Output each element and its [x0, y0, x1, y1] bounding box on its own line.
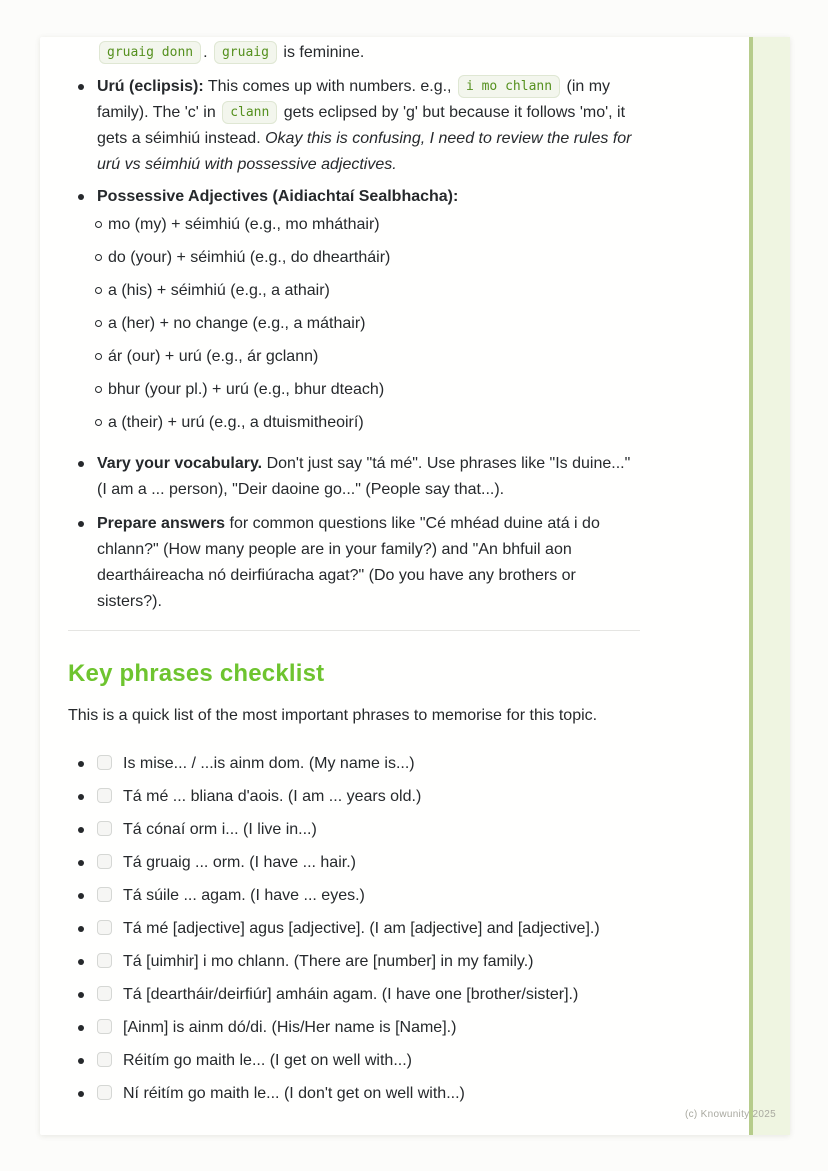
checklist-item [97, 1015, 640, 1041]
checklist-item-label: Tá gruaig ... orm. (I have ... hair.) [123, 854, 356, 871]
sub-item [108, 245, 640, 271]
notes-bullet-list [68, 74, 640, 615]
bullet-bold-lead: Vary your vocabulary. [97, 455, 263, 472]
section-title-key-phrases: Key phrases checklist [68, 660, 325, 687]
sub-item-text: a (his) + séimhiú (e.g., a athair) [108, 282, 330, 299]
sub-item-text: a (their) + urú (e.g., a dtuismitheoirí) [108, 414, 364, 431]
checklist-item-label: Réitím go maith le... (I get on well with...) [123, 1052, 412, 1069]
bullet-bold-lead: Urú (eclipsis): [97, 78, 204, 95]
checklist-item [97, 982, 640, 1008]
checklist-item [97, 751, 640, 777]
code-chip-gruaig-donn: gruaig donn [99, 41, 201, 64]
text-segment: is feminine. [278, 44, 365, 61]
checklist-item-label: Tá [deartháir/deirfiúr] amháin agam. (I have one [brother/sister].) [123, 986, 579, 1003]
bullet-bold-lead: Possessive Adjectives (Aidiachtaí Sealbhacha): [97, 188, 459, 205]
sub-item-text: a (her) + no change (e.g., a máthair) [108, 315, 366, 332]
checklist-item [97, 949, 640, 975]
code-chip-gruaig: gruaig [214, 41, 277, 64]
page-edge-stripe [749, 37, 790, 1135]
sub-item [108, 377, 640, 403]
checklist-item [97, 817, 640, 843]
possessive-sub-list [108, 212, 640, 436]
sub-item-text: mo (my) + séimhiú (e.g., mo mháthair) [108, 216, 380, 233]
checklist-item [97, 1081, 640, 1107]
bullet-prepare-answers [97, 511, 640, 615]
checklist-item-label: Tá súile ... agam. (I have ... eyes.) [123, 887, 365, 904]
text-segment: . [203, 44, 212, 61]
checkbox[interactable] [97, 821, 112, 836]
sub-item [108, 344, 640, 370]
checklist-item [97, 916, 640, 942]
checkbox[interactable] [97, 788, 112, 803]
bullet-possessive-adjectives [97, 184, 640, 436]
checkbox[interactable] [97, 986, 112, 1001]
checklist-item-label: Is mise... / ...is ainm dom. (My name is...) [123, 755, 415, 772]
checkbox[interactable] [97, 920, 112, 935]
checklist-item-label: [Ainm] is ainm dó/di. (His/Her name is [Name].) [123, 1019, 457, 1036]
text-segment: Don't just say "tá mé". Use phrases like "Is duine..." (I am a ... person), "Deir daoine go..." (People say that...). [97, 455, 631, 498]
checkbox[interactable] [97, 1019, 112, 1034]
bullet-uru-eclipsis [97, 74, 640, 178]
paragraph-continuation [68, 40, 640, 66]
checkbox[interactable] [97, 953, 112, 968]
sub-item [108, 311, 640, 337]
checklist-item [97, 883, 640, 909]
sub-item-text: do (your) + séimhiú (e.g., do dheartháir) [108, 249, 391, 266]
sub-item [108, 212, 640, 238]
bullet-bold-lead: Prepare answers [97, 515, 226, 532]
code-chip-clann: clann [222, 101, 277, 124]
checklist-item [97, 1048, 640, 1074]
checklist-intro: This is a quick list of the most important phrases to memorise for this topic. [68, 707, 598, 724]
key-phrases-checklist [68, 751, 640, 1107]
checkbox[interactable] [97, 755, 112, 770]
text-segment: This comes up with numbers. e.g., [203, 78, 456, 95]
bullet-vary-vocabulary [97, 451, 640, 503]
italic-note: Okay this is confusing, I need to review the rules for urú vs séimhiú with possessive adjectives. [97, 130, 632, 173]
code-chip-i-mo-chlann: i mo chlann [458, 75, 560, 98]
sub-item-text: bhur (your pl.) + urú (e.g., bhur dteach) [108, 381, 385, 398]
checklist-item [97, 784, 640, 810]
text-segment: (in my family). The 'c' in [97, 78, 611, 121]
checklist-item [97, 850, 640, 876]
checkbox[interactable] [97, 1052, 112, 1067]
checkbox[interactable] [97, 854, 112, 869]
sub-item [108, 410, 640, 436]
checklist-item-label: Ní réitím go maith le... (I don't get on well with...) [123, 1085, 465, 1102]
page-content [68, 37, 640, 1107]
checkbox[interactable] [97, 887, 112, 902]
section-divider [68, 630, 640, 631]
text-segment: for common questions like "Cé mhéad duine atá i do chlann?" (How many people are in your family?) and "An bhfuil aon deartháireacha nó deirfiúracha agat?" (Do you have any brothers or sisters?). [97, 515, 600, 610]
checklist-item-label: Tá [uimhir] i mo chlann. (There are [number] in my family.) [123, 953, 534, 970]
watermark: (c) Knowunity 2025 [684, 1109, 776, 1120]
text-segment: gets eclipsed by 'g' but because it follows 'mo', it gets a séimhiú instead. [97, 104, 626, 147]
checkbox[interactable] [97, 1085, 112, 1100]
checklist-item-label: Tá cónaí orm i... (I live in...) [123, 821, 317, 838]
notes-page [40, 37, 790, 1135]
checklist-item-label: Tá mé ... bliana d'aois. (I am ... years old.) [123, 788, 422, 805]
sub-item-text: ár (our) + urú (e.g., ár gclann) [108, 348, 319, 365]
sub-item [108, 278, 640, 304]
checklist-item-label: Tá mé [adjective] agus [adjective]. (I am [adjective] and [adjective].) [123, 920, 600, 937]
